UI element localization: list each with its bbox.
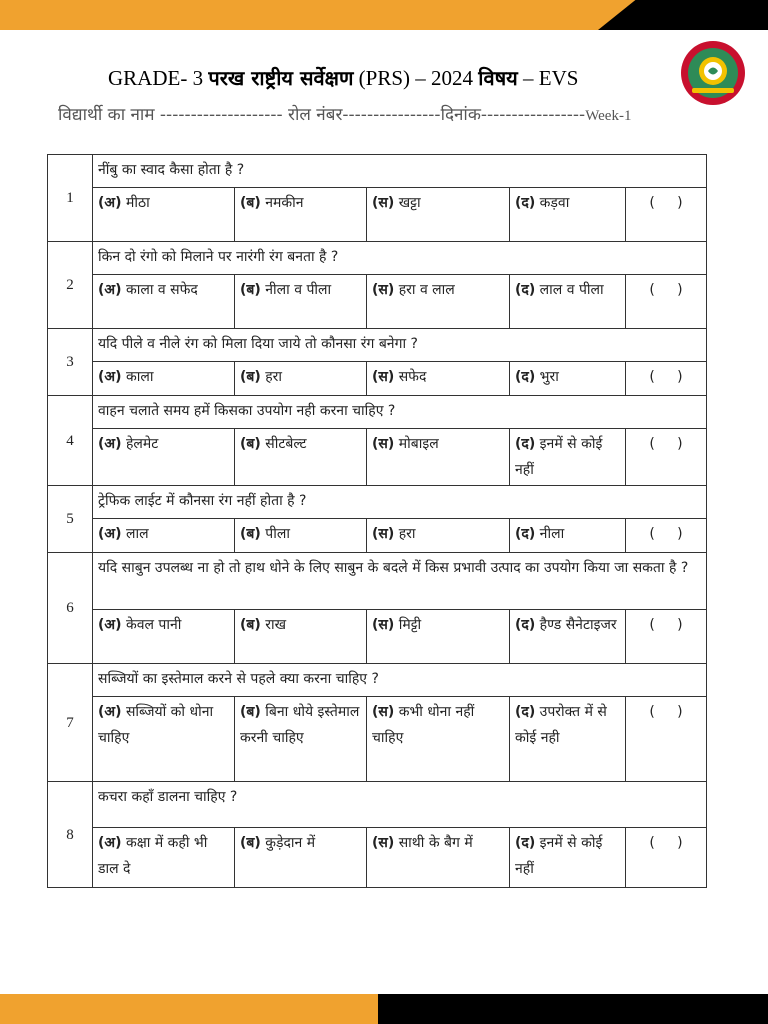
option-cell[interactable] [93, 610, 235, 664]
name-blank: -------------------- [159, 105, 283, 125]
answer-bracket[interactable]: ( ) [626, 519, 707, 553]
option-cell[interactable] [367, 610, 510, 664]
option-text: कभी धोना नहीं चाहिए [372, 704, 475, 746]
option-cell[interactable] [367, 429, 510, 486]
option-cell[interactable] [510, 429, 626, 486]
option-text: नीला व पीला [260, 282, 332, 298]
question-number: 8 [48, 782, 93, 888]
question-number: 3 [48, 329, 93, 396]
week-label: Week-1 [585, 108, 632, 124]
option-text: मोबाइल [394, 436, 439, 452]
option-cell[interactable] [93, 275, 235, 329]
option-text: राख [260, 617, 287, 633]
option-prefix: (ब) [240, 369, 261, 385]
school-emblem-logo [680, 40, 746, 106]
option-text: केवल पानी [121, 617, 182, 633]
student-name-label: विद्यार्थी का नाम [58, 105, 155, 125]
answer-bracket[interactable]: ( ) [626, 610, 707, 664]
options-row [48, 697, 707, 782]
option-cell[interactable] [93, 362, 235, 396]
option-text: साथी के बैग में [394, 835, 473, 851]
option-text: उपरोक्त में से कोई नही [515, 704, 607, 746]
option-cell[interactable] [235, 275, 367, 329]
option-cell[interactable] [367, 275, 510, 329]
option-cell[interactable] [510, 275, 626, 329]
option-prefix: (द) [515, 835, 536, 851]
option-prefix: (द) [515, 526, 536, 542]
question-number: 2 [48, 242, 93, 329]
option-cell[interactable] [367, 362, 510, 396]
option-prefix: (स) [372, 436, 395, 452]
question-row [48, 329, 707, 362]
option-cell[interactable] [510, 188, 626, 242]
question-number: 4 [48, 396, 93, 486]
option-prefix: (अ) [98, 436, 122, 452]
answer-bracket[interactable]: ( ) [626, 828, 707, 888]
question-row [48, 664, 707, 697]
question-row [48, 396, 707, 429]
option-prefix: (अ) [98, 526, 122, 542]
option-cell[interactable] [510, 697, 626, 782]
bottom-orange-band [0, 994, 420, 1024]
option-prefix: (ब) [240, 835, 261, 851]
option-text: मीठा [121, 195, 150, 211]
option-text: हरा [260, 369, 283, 385]
option-prefix: (अ) [98, 282, 122, 298]
option-prefix: (अ) [98, 195, 122, 211]
option-prefix: (स) [372, 835, 395, 851]
question-number: 1 [48, 155, 93, 242]
option-text: हरा [394, 526, 416, 542]
option-text: भुरा [535, 369, 559, 385]
question-text: कचरा कहाँ डालना चाहिए ? [93, 782, 707, 828]
option-text: इनमें से कोई नहीं [515, 436, 603, 478]
option-prefix: (द) [515, 436, 536, 452]
option-text: सब्जियों को धोना चाहिए [98, 704, 214, 746]
question-number: 5 [48, 486, 93, 553]
option-prefix: (ब) [240, 617, 261, 633]
option-cell[interactable] [235, 697, 367, 782]
subject-label: विषय [478, 66, 518, 90]
option-prefix: (द) [515, 617, 536, 633]
option-text: पीला [260, 526, 290, 542]
question-text: यदि साबुन उपलब्ध ना हो तो हाथ धोने के लिए साबुन के बदले में किस प्रभावी उत्पाद का उपयोग किया जा सकता है ? [93, 553, 707, 610]
option-text: हेलमेट [121, 436, 159, 452]
question-text: सब्जियों का इस्तेमाल करने से पहले क्या करना चाहिए ? [93, 664, 707, 697]
question-table [47, 154, 707, 888]
option-cell[interactable] [93, 697, 235, 782]
option-prefix: (स) [372, 704, 395, 720]
option-prefix: (स) [372, 195, 395, 211]
answer-bracket[interactable]: ( ) [626, 429, 707, 486]
answer-bracket[interactable]: ( ) [626, 275, 707, 329]
roll-number-label: रोल नंबर [288, 105, 343, 125]
option-cell[interactable] [510, 828, 626, 888]
option-cell[interactable] [367, 828, 510, 888]
option-text: इनमें से कोई नहीं [515, 835, 603, 877]
question-text: वाहन चलाते समय हमें किसका उपयोग नही करना चाहिए ? [93, 396, 707, 429]
date-label: दिनांक [440, 105, 481, 125]
survey-title: परख राष्ट्रीय सर्वेक्षण [208, 66, 354, 90]
option-text: हैण्ड सैनेटाइजर [535, 617, 617, 633]
option-cell[interactable] [367, 188, 510, 242]
option-cell[interactable] [235, 519, 367, 553]
option-cell[interactable] [235, 828, 367, 888]
options-row [48, 429, 707, 486]
option-text: बिना धोये इस्तेमाल करनी चाहिए [240, 704, 360, 746]
question-number: 7 [48, 664, 93, 782]
option-prefix: (द) [515, 195, 536, 211]
option-prefix: (स) [372, 617, 395, 633]
options-row [48, 188, 707, 242]
answer-bracket[interactable]: ( ) [626, 188, 707, 242]
worksheet-title [108, 64, 668, 91]
option-cell[interactable] [235, 188, 367, 242]
option-text: कुड़ेदान में [260, 835, 316, 851]
option-cell[interactable] [367, 519, 510, 553]
option-prefix: (स) [372, 282, 395, 298]
option-text: कड़वा [535, 195, 570, 211]
option-cell[interactable] [510, 362, 626, 396]
options-row [48, 828, 707, 888]
options-row [48, 610, 707, 664]
option-cell[interactable] [93, 828, 235, 888]
options-row [48, 519, 707, 553]
answer-bracket[interactable]: ( ) [626, 697, 707, 782]
options-row [48, 362, 707, 396]
option-text: हरा व लाल [394, 282, 455, 298]
question-row [48, 486, 707, 519]
question-number: 6 [48, 553, 93, 664]
option-text: लाल [121, 526, 149, 542]
option-prefix: (स) [372, 526, 395, 542]
option-prefix: (अ) [98, 835, 122, 851]
bottom-black-band [378, 994, 768, 1024]
question-text: किन दो रंगो को मिलाने पर नारंगी रंग बनता है ? [93, 242, 707, 275]
question-row [48, 553, 707, 610]
grade-label: GRADE- 3 [108, 66, 204, 90]
option-prefix: (द) [515, 369, 536, 385]
question-text: यदि पीले व नीले रंग को मिला दिया जाये तो कौनसा रंग बनेगा ? [93, 329, 707, 362]
option-prefix: (ब) [240, 436, 261, 452]
prs-year: (PRS) – 2024 [358, 66, 474, 90]
option-text: काला व सफेद [121, 282, 198, 298]
option-prefix: (अ) [98, 369, 122, 385]
option-text: कक्षा में कही भी डाल दे [98, 835, 208, 877]
answer-bracket[interactable]: ( ) [626, 362, 707, 396]
option-text: लाल व पीला [535, 282, 604, 298]
option-prefix: (ब) [240, 282, 261, 298]
option-text: नीला [535, 526, 565, 542]
option-prefix: (ब) [240, 526, 261, 542]
question-row [48, 242, 707, 275]
question-text: ट्रेफिक लाईट में कौनसा रंग नहीं होता है ? [93, 486, 707, 519]
roll-blank: ---------------- [342, 105, 441, 125]
option-cell[interactable] [235, 610, 367, 664]
option-text: नमकीन [260, 195, 304, 211]
option-cell[interactable] [93, 429, 235, 486]
option-prefix: (ब) [240, 704, 261, 720]
options-row [48, 275, 707, 329]
option-cell[interactable] [235, 429, 367, 486]
option-cell[interactable] [93, 519, 235, 553]
option-prefix: (अ) [98, 704, 122, 720]
option-cell[interactable] [235, 362, 367, 396]
option-prefix: (स) [372, 369, 395, 385]
option-cell[interactable] [510, 610, 626, 664]
option-prefix: (द) [515, 282, 536, 298]
question-row [48, 782, 707, 828]
option-text: काला [121, 369, 154, 385]
date-blank: ----------------- [480, 105, 586, 125]
option-cell[interactable] [510, 519, 626, 553]
option-text: सीटबेल्ट [260, 436, 307, 452]
student-info-line [58, 102, 668, 125]
question-text: नींबु का स्वाद कैसा होता है ? [93, 155, 707, 188]
option-text: खट्टा [394, 195, 421, 211]
subject-name: – EVS [523, 66, 579, 90]
option-prefix: (अ) [98, 617, 122, 633]
question-row [48, 155, 707, 188]
option-cell[interactable] [93, 188, 235, 242]
option-cell[interactable] [367, 697, 510, 782]
option-prefix: (द) [515, 704, 536, 720]
option-text: मिट्टी [394, 617, 422, 633]
option-text: सफेद [394, 369, 427, 385]
option-prefix: (ब) [240, 195, 261, 211]
